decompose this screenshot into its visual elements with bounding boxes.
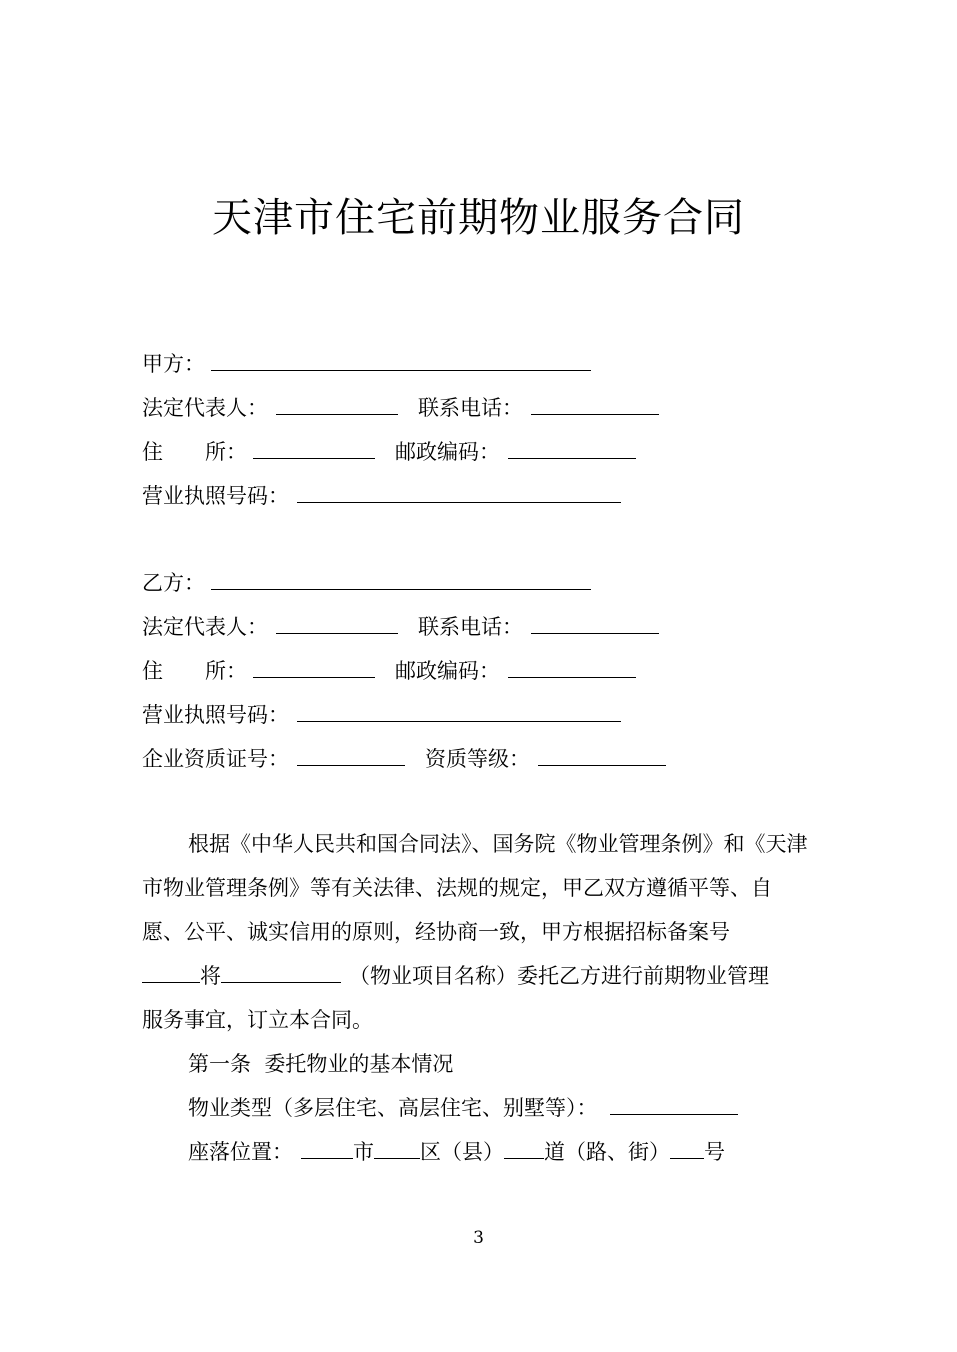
house-number-blank[interactable] [670, 1136, 704, 1159]
party-a-license-row [142, 480, 621, 511]
number-label: 号 [704, 1140, 725, 1164]
location-label: 座落位置： [188, 1140, 293, 1164]
party-a-address-label: 住 所： [142, 440, 247, 464]
preamble-line-4-end: （物业项目名称）委托乙方进行前期物业管理 [349, 964, 769, 988]
preamble-line-5: 服务事宜，订立本合同。 [142, 1008, 373, 1032]
preamble-line-3: 愿、公平、诚实信用的原则，经协商一致，甲方根据招标备案号 [142, 920, 730, 944]
party-a-name-blank[interactable] [211, 348, 591, 371]
party-a-rep-label: 法定代表人： [142, 396, 268, 420]
road-blank[interactable] [504, 1136, 544, 1159]
party-a-address-blank[interactable] [253, 436, 375, 459]
district-blank[interactable] [374, 1136, 420, 1159]
party-a-address-row [142, 436, 636, 467]
preamble-line-4 [142, 954, 822, 998]
preamble-line-1: 根据《中华人民共和国合同法》、国务院《物业管理条例》和《天津 [188, 832, 808, 856]
preamble-line-4-mid: 将 [200, 964, 221, 988]
party-b-qualification-row [142, 743, 666, 774]
party-b-rep-label: 法定代表人： [142, 615, 268, 639]
party-b-license-blank[interactable] [297, 699, 621, 722]
party-b-rep-blank[interactable] [276, 611, 398, 634]
property-type-row [142, 1086, 822, 1130]
party-a-name-label: 甲方： [142, 352, 205, 376]
party-a-name-row [142, 348, 591, 379]
page-number: 3 [473, 1228, 484, 1248]
district-label: 区（县） [420, 1140, 504, 1164]
party-b-name-row [142, 567, 591, 598]
party-b-rep-row [142, 611, 659, 642]
party-b-qual-cert-blank[interactable] [297, 743, 405, 766]
party-a-postcode-label: 邮政编码： [395, 440, 500, 464]
preamble-line-2: 市物业管理条例》等有关法律、法规的规定，甲乙双方遵循平等、自 [142, 876, 772, 900]
party-a-phone-label: 联系电话： [418, 396, 523, 420]
party-a-rep-row [142, 392, 659, 423]
location-row [142, 1130, 822, 1174]
party-b-license-label: 营业执照号码： [142, 703, 289, 727]
party-b-qual-cert-label: 企业资质证号： [142, 747, 289, 771]
party-a-license-label: 营业执照号码： [142, 484, 289, 508]
party-b-license-row [142, 699, 621, 730]
article-1-heading: 第一条 委托物业的基本情况 [188, 1052, 454, 1076]
road-label: 道（路、街） [544, 1140, 670, 1164]
party-a-postcode-blank[interactable] [508, 436, 636, 459]
bid-record-number-blank[interactable] [142, 960, 200, 983]
party-b-name-label: 乙方： [142, 571, 205, 595]
party-a-license-blank[interactable] [297, 480, 621, 503]
property-type-label: 物业类型（多层住宅、高层住宅、别墅等）： [188, 1096, 598, 1120]
city-blank[interactable] [301, 1136, 353, 1159]
party-b-phone-label: 联系电话： [418, 615, 523, 639]
party-b-name-blank[interactable] [211, 567, 591, 590]
party-b-phone-blank[interactable] [531, 611, 659, 634]
document-title: 天津市住宅前期物业服务合同 [212, 195, 745, 241]
party-b-postcode-label: 邮政编码： [395, 659, 500, 683]
party-b-qual-level-blank[interactable] [538, 743, 666, 766]
party-a-rep-blank[interactable] [276, 392, 398, 415]
party-b-qual-level-label: 资质等级： [425, 747, 530, 771]
city-label: 市 [353, 1140, 374, 1164]
property-type-blank[interactable] [610, 1092, 738, 1115]
party-b-postcode-blank[interactable] [508, 655, 636, 678]
party-a-phone-blank[interactable] [531, 392, 659, 415]
party-b-address-label: 住 所： [142, 659, 247, 683]
party-b-address-blank[interactable] [253, 655, 375, 678]
project-name-blank[interactable] [221, 960, 341, 983]
party-b-address-row [142, 655, 636, 686]
preamble-paragraph [142, 822, 822, 1174]
